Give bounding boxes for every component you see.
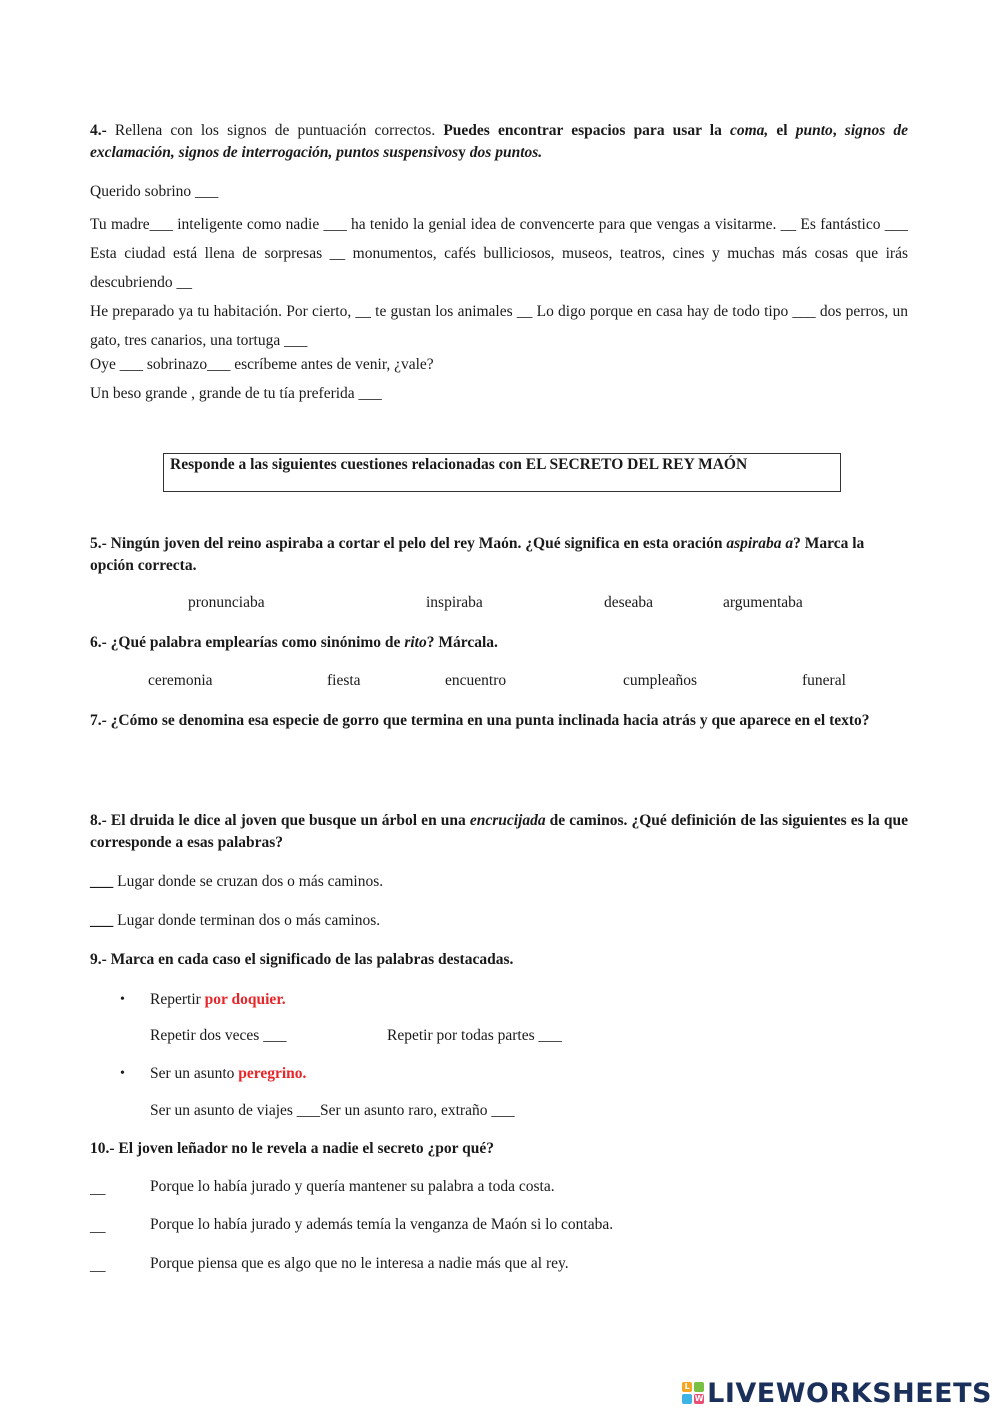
q10-question: 10.- El joven leñador no le revela a nadie el secreto ¿por qué? — [90, 1140, 494, 1157]
q6-question: 6.- ¿Qué palabra emplearías como sinónimo de rito? Márcala. — [90, 634, 498, 651]
section-box-title: Responde a las siguientes cuestiones relacionadas con EL SECRETO DEL REY MAÓN — [170, 456, 748, 473]
q8-option-terminan[interactable]: ___ Lugar donde terminan dos o más caminos. — [90, 912, 381, 929]
q9-item-2: Ser un asunto peregrino. — [150, 1065, 307, 1082]
q10-option-3: Porque piensa que es algo que no le interesa a nadie más que al rey. — [150, 1255, 569, 1272]
liveworksheets-logo-text: LIVEWORKSHEETS — [707, 1377, 992, 1409]
q6-option-ceremonia[interactable]: ceremonia — [148, 672, 213, 689]
q10-answer-blank[interactable]: __ — [90, 1218, 106, 1235]
letter-line-signoff: Un beso grande , grande de tu tía preferida ___ — [90, 385, 382, 402]
q10-option-2: Porque lo había jurado y además temía la venganza de Maón si lo contaba. — [150, 1216, 614, 1233]
q9-item-1-option-1[interactable]: Repetir dos veces ___ — [150, 1027, 287, 1044]
q6-option-encuentro[interactable]: encuentro — [445, 672, 507, 689]
q10-answer-blank[interactable]: __ — [90, 1257, 106, 1274]
q10-answer-blank[interactable]: __ — [90, 1180, 106, 1197]
q5-option-deseaba[interactable]: deseaba — [604, 594, 654, 611]
q9-item-2-options[interactable]: Ser un asunto de viajes ___Ser un asunto raro, extraño ___ — [150, 1102, 515, 1119]
letter-paragraph-1: Tu madre___ inteligente como nadie ___ ha tenido la genial idea de convencerte para que vengas a visitarme. __ Es fantástico ___ Esta ciudad está llena de sorpresas __ monumentos, cafés bulliciosos, museos, teatros, cines y muchas más cosas que irás descubriendo __ — [90, 216, 908, 291]
q6-option-fiesta[interactable]: fiesta — [327, 672, 361, 689]
q9-item-1-option-2[interactable]: Repetir por todas partes ___ — [387, 1027, 562, 1044]
letter-line-oye: Oye ___ sobrinazo___ escríbeme antes de venir, ¿vale? — [90, 356, 434, 373]
q6-option-funeral[interactable]: funeral — [802, 672, 846, 689]
bullet-icon: • — [120, 992, 125, 1007]
q5-question: 5.- Ningún joven del reino aspiraba a cortar el pelo del rey Maón. ¿Qué significa en esta oración aspiraba a? Marca la opción correcta. — [90, 535, 865, 574]
letter-line-greeting: Querido sobrino ___ — [90, 183, 219, 200]
section-box — [163, 453, 841, 492]
q10-option-1: Porque lo había jurado y quería mantener su palabra a toda costa. — [150, 1178, 555, 1195]
q4-instructions: 4.- Rellena con los signos de puntuación correctos. Puedes encontrar espacios para usar la coma, el punto, signos de exclamación, signos de interrogación, puntos suspensivosy dos puntos. — [90, 122, 909, 161]
q4-number: 4.- — [90, 122, 107, 139]
q8-answer-blank[interactable]: ___ — [90, 873, 114, 890]
q8-answer-blank[interactable]: ___ — [90, 912, 114, 929]
q8-question: 8.- El druida le dice al joven que busque un árbol en una encrucijada de caminos. ¿Qué definición de las siguientes es la que corresponde a esas palabras? — [90, 812, 908, 851]
q9-question: 9.- Marca en cada caso el significado de las palabras destacadas. — [90, 951, 514, 968]
q7-question: 7.- ¿Cómo se denomina esa especie de gorro que termina en una punta inclinada hacia atrás y que aparece en el texto? — [90, 712, 870, 729]
letter-paragraph-2: He preparado ya tu habitación. Por cierto, __ te gustan los animales __ Lo digo porque en casa hay de todo tipo ___ dos perros, un gato, tres canarios, una tortuga ___ — [90, 303, 908, 349]
q5-option-inspiraba[interactable]: inspiraba — [426, 594, 483, 611]
liveworksheets-logo — [682, 1378, 992, 1408]
q9-item-1: Repertir por doquier. — [150, 991, 286, 1008]
q5-option-argumentaba[interactable]: argumentaba — [723, 594, 803, 611]
liveworksheets-logo-icon: L W — [682, 1382, 704, 1404]
q8-option-cruzan[interactable]: ___ Lugar donde se cruzan dos o más caminos. — [90, 873, 384, 890]
q6-option-cumpleanos[interactable]: cumpleaños — [623, 672, 698, 689]
bullet-icon: • — [120, 1066, 125, 1081]
q5-option-pronunciaba[interactable]: pronunciaba — [188, 594, 265, 611]
